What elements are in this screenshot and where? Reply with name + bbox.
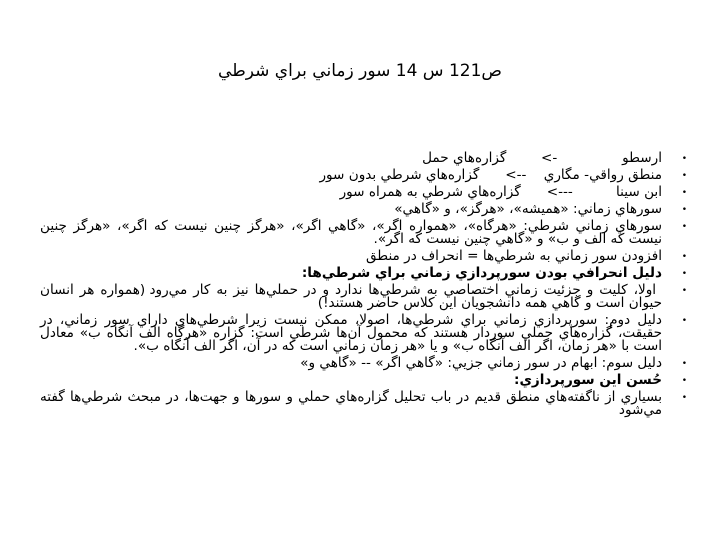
bullet-item: [35, 218, 690, 247]
bullet-item: [35, 312, 690, 354]
bullet-text: ارسطو -> گزاره‌هاي حمل: [422, 150, 662, 166]
bullet-item: [40, 169, 690, 182]
bullet-item: [40, 250, 690, 263]
bullet-list: [35, 150, 690, 421]
bullet-dot-icon: •: [681, 376, 687, 386]
bullet-item: [35, 389, 690, 418]
bullet-text: ابن سينا ---> گزاره‌هاي شرطي به همراه سور: [339, 184, 662, 200]
bullet-text: اولا، كليت و جزئيت زماني اختصاصي به شرطي‌ها ندارد و در حملي‌ها نيز به كار مي‌رود (همواره هر انسان حيوان است و گاهي همه دانشجويان اين كلاس حاضر هستند!): [35, 282, 662, 311]
bullet-item: [40, 374, 690, 387]
bullet-item: [40, 267, 690, 280]
bullet-text: افزودن سور زماني به شرطي‌ها = انحراف در منطق: [365, 248, 662, 264]
bullet-text: بسياري از ناگفته‌هاي منطق قديم در باب تحليل گزاره‌هاي حملي و سورها و جهت‌ها، در مبحث شرطي‌ها گفته مي‌شود: [35, 389, 663, 418]
bullet-item: [35, 282, 690, 311]
bullet-item: [40, 357, 690, 370]
bullet-item: [40, 203, 690, 216]
bullet-text: دليل انحرافي بودن سورپردازي زماني براي شرطي‌ها:: [301, 265, 662, 281]
bullet-dot-icon: •: [681, 171, 687, 181]
bullet-dot-icon: •: [681, 188, 687, 198]
slide-title: ص121 س 14 سور زماني براي شرطي: [218, 61, 502, 81]
bullet-text: سورهاي زماني شرطي: «هرگاه»، «همواره اگر»، «گاهي اگر»، «هرگز چنين نيست كه اگر»، «هرگز چنين نيست كه الف و ب» و «گاهي چنين نيست كه اگر».: [35, 218, 662, 247]
bullet-dot-icon: •: [681, 393, 687, 403]
bullet-text: دليل دوم: سورپردازي زماني براي شرطي‌ها، اصولا، ممكن نيست زيرا شرطي‌هاي داراي سور زماني، در حقيقت، گزاره‌هاي حملي سوردار هستند كه محمول آن‌ها شرطي است: گزاره «هرگاه الف آنگاه ب» معادل است با «هر زمان، اگر الف آنگاه ب» و يا «هر زمان زماني است كه در آن، اگر الف آنگاه ب».: [35, 312, 662, 354]
bullet-item: [40, 186, 690, 199]
bullet-item: [40, 152, 690, 165]
bullet-dot-icon: •: [681, 205, 687, 215]
bullet-dot-icon: •: [681, 286, 687, 296]
bullet-dot-icon: •: [681, 252, 687, 262]
bullet-text: منطق رواقي- مگاري --> گزاره‌هاي شرطي بدون سور: [319, 167, 662, 183]
bullet-dot-icon: •: [681, 316, 687, 326]
bullet-text: دليل سوم: ابهام در سور زماني جزيي: «گاهي اگر» -- «گاهي و»: [300, 355, 662, 371]
bullet-text: حُسن اين سورپردازي:: [514, 372, 662, 388]
bullet-dot-icon: •: [681, 154, 687, 164]
bullet-dot-icon: •: [681, 269, 687, 279]
bullet-text: سورهاي زماني: «هميشه»، «هرگز»، و «گاهي»: [394, 201, 662, 217]
bullet-dot-icon: •: [681, 222, 687, 232]
bullet-dot-icon: •: [681, 359, 687, 369]
